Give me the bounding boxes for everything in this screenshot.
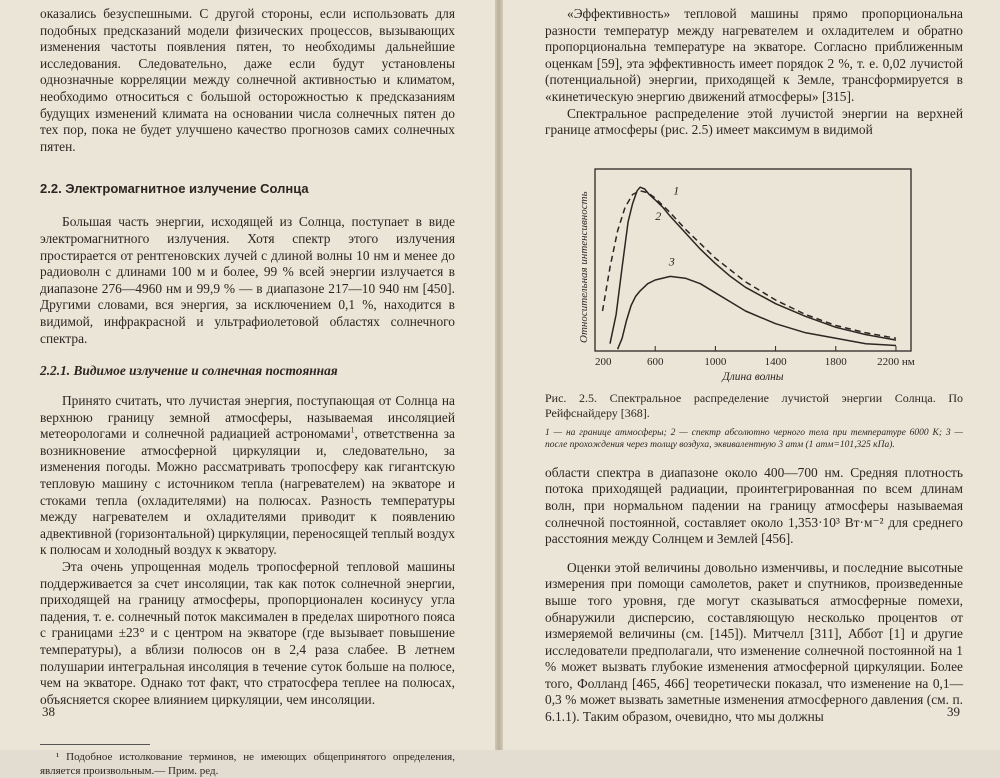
figure-caption: Рис. 2.5. Спектральное распределение лучистой энергии Солнца. По Рейфснайдеру [368].	[545, 390, 963, 420]
x-tick-label: 600	[646, 355, 664, 368]
footnote-divider	[40, 744, 150, 745]
y-axis-label: Относительная интенсивность	[578, 191, 590, 343]
figure-spectrum	[545, 151, 963, 383]
page-number: 39	[947, 704, 960, 719]
footnote: ¹ Подобное истолкование терминов, не имеющих общепринятого определения, является произвольным.— Прим. ред.	[40, 751, 455, 777]
x-tick-label: 1400	[764, 355, 787, 368]
paragraph: «Эффективность» тепловой машины прямо пропорциональна разности температур между нагревателем и охладителем и обратно пропорциональна температуре на экваторе. Согласно приближенным оценкам [59], эта эффективность имеет порядок 2 %, т. е. 0,02 лучистой (потенциальной) энергии, приходящей к Земле, трансформируется в «кинетическую энергию движений атмосферы» [315].	[545, 6, 963, 104]
right-text-column	[545, 6, 963, 726]
x-tick-label: 1000	[704, 355, 727, 368]
figure-legend: 1 — на границе атмосферы; 2 — спектр абсолютно черного тела при температуре 6000 К; 3 — после прохождения через толщу воздуха, эквивалентную 3 атм (1 атм=101,325 кПа).	[545, 427, 963, 450]
subsection-heading: 2.2.1. Видимое излучение и солнечная постоянная	[40, 363, 338, 379]
paragraph: Оценки этой величины довольно изменчивы, и последние высотные измерения при помощи самолетов, ракет и спутников, произведенные выше того уровня, где могут сказываться атмосферные помехи, обнаружили дисперсию, составляющую несколько процентов от измеряемой величины (см. [145]). Митчелл [311], Аббот [1] и другие исследователи предполагали, что изменение солнечной постоянной на 1 % может вызвать глубокие изменения атмосферной циркуляции. Более того, Фолланд [465, 466] теоретически показал, что изменение на 0,1—0,3 % может вызвать заметные изменения атмосферного давления (см. п. 6.1.1). Таким образом, очевидно, что мы должны	[545, 559, 963, 725]
series-line-3	[618, 276, 896, 349]
plot-frame	[595, 169, 911, 351]
section-heading: 2.2. Электромагнитное излучение Солнца	[40, 181, 309, 197]
page-number: 38	[42, 704, 55, 719]
paragraph-text: , ответственна за возникновение атмосферной циркуляции и, следовательно, за изменения погоды. Можно рассматривать тропосферу как гигантскую тепловую машину с источником тепла (нагревателем) на экваторе и стоками тепла (охладителями) на полюсах. Разность температуры между нагревателем и охладителями приводит к появлению адвективной (горизонтальной) циркуляции, переносящей теплый воздух к полюсам и холодный воздух к экватору.	[40, 426, 455, 558]
curve-label: 2	[655, 208, 662, 223]
left-page	[0, 0, 495, 777]
x-tick-label: 1800	[824, 355, 847, 368]
x-tick-label: 2200 нм	[877, 355, 915, 368]
spectrum-chart	[545, 151, 963, 383]
curve-label: 1	[673, 183, 680, 198]
curve-label: 3	[668, 254, 675, 269]
paragraph-text: Принято считать, что лучистая энергия, поступающая от Солнца на верхнюю границу земной атмосферы, называемая инсоляцией метеорологами и солнечной радиацией астрономами	[40, 393, 455, 442]
footnote-marker: 1	[350, 425, 355, 435]
paragraph: оказались безуспешными. С другой стороны, если использовать для подобных предсказаний модели физических процессов, вызывающих изменения частоты появления пятен, то необходимы дальнейшие исследования. Следовательно, даже если будут установлены однозначные корреляции между солнечной активностью и климатом, необходимо относиться с большой осторожностью к предсказаниям будущих изменений климата на основании числа солнечных пятен до тех пор, пока не будет улучшено качество прогнозов самих солнечных пятен.	[40, 6, 455, 154]
x-axis-label: Длина волны	[722, 370, 784, 383]
paragraph: Эта очень упрощенная модель тропосферной тепловой машины поддерживается за счет инсоляции, так как поток солнечной энергии, приходящей на границу атмосферы, пропорционален косинусу угла падения, т. е. солнечный поток максимален в пределах широтного пояса с границами ±23° и с центром на экваторе (где вызывает повышение температуры), а вблизи полюсов он в 2,4 раза слабее. В летнем полушарии интегральная инсоляция в течение суток больше на полюсе, чем на экваторе. Однако тот факт, что стратосфера теплее на полюсах, объясняется скорее влиянием циркуляции, чем инсоляции.	[40, 559, 455, 707]
series-line-1	[610, 187, 896, 344]
right-page	[503, 0, 1000, 750]
x-tick-label: 200	[595, 355, 612, 368]
paragraph	[40, 393, 455, 559]
book-gutter	[495, 0, 503, 750]
paragraph: области спектра в диапазоне около 400—700 нм. Средняя плотность потока приходящей радиации, проинтегрированная по всем длинам волн, при нормальном падении на границу атмосферы называемая солнечной постоянной, составляет около 1,353·10³ Вт·м⁻² для среднего расстояния между Солнцем и Землей [456].	[545, 464, 963, 547]
paragraph: Большая часть энергии, исходящей из Солнца, поступает в виде электромагнитного излучения. Хотя спектр этого излучения простирается от рентгеновских лучей с длиной волны 10 нм и менее до радиоволн с длинами 100 м и более, 99 % всей энергии излучается в диапазоне 276—4960 нм и 99,9 % — в диапазоне 217—10 940 нм [450]. Другими словами, вся энергия, за исключением 0,1 %, находится в видимой, инфракрасной и ультрафиолетовой областях солнечного спектра.	[40, 214, 455, 346]
left-text-column	[40, 6, 455, 778]
series-line-2	[603, 191, 897, 338]
paragraph: Спектральное распределение этой лучистой энергии на верхней границе атмосферы (рис. 2.5) имеет максимум в видимой	[545, 105, 963, 138]
